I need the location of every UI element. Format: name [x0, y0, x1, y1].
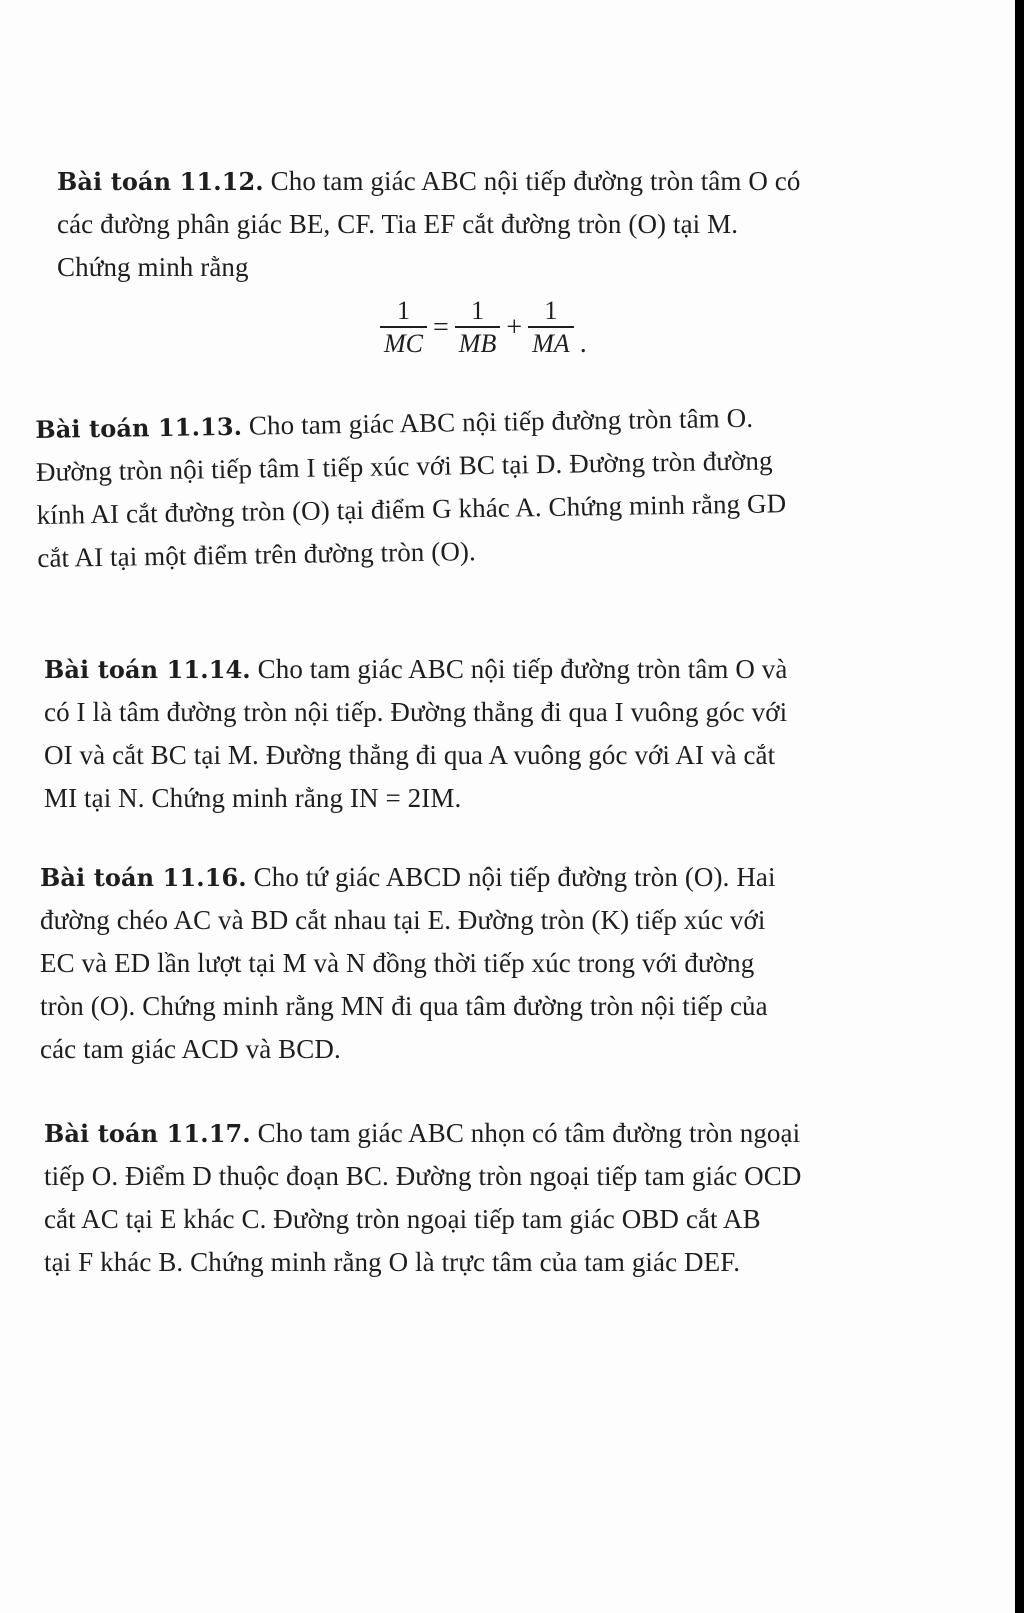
problem-line: cắt AI tại một điểm trên đường tròn (O).	[37, 536, 477, 573]
problem-line: tròn (O). Chứng minh rằng MN đi qua tâm đường tròn nội tiếp của	[40, 991, 768, 1021]
problem-line: Bài toán 11.13. Cho tam giác ABC nội tiếp đường tròn tâm O.	[35, 402, 754, 444]
problem-title: Bài toán 11.16.	[40, 863, 247, 892]
problem-line: OI và cắt BC tại M. Đường thẳng đi qua A vuông góc với AI và cắt	[44, 740, 776, 770]
problem-line: cắt AC tại E khác C. Đường tròn ngoại tiếp tam giác OBD cắt AB	[44, 1204, 761, 1234]
problem-11-16	[40, 856, 1024, 1071]
problem-line: Bài toán 11.17. Cho tam giác ABC nhọn có tâm đường tròn ngoại	[44, 1118, 801, 1148]
problem-11-14	[44, 648, 1024, 820]
fraction-lhs: $\frac{1}{MC}$	[380, 296, 427, 360]
problem-line: tiếp O. Điểm D thuộc đoạn BC. Đường tròn ngoại tiếp tam giác OCD	[44, 1161, 802, 1191]
problem-line: EC và ED lần lượt tại M và N đồng thời tiếp xúc trong với đường	[40, 948, 755, 978]
problem-line: đường chéo AC và BD cắt nhau tại E. Đường tròn (K) tiếp xúc với	[40, 905, 766, 935]
formula-period: .	[579, 328, 587, 359]
problem-line: Bài toán 11.12. Cho tam giác ABC nội tiếp đường tròn tâm O có	[57, 166, 801, 196]
problem-title: Bài toán 11.13.	[35, 411, 243, 444]
problem-line: kính AI cắt đường tròn (O) tại điểm G khác A. Chứng minh rằng GD	[36, 488, 787, 530]
problem-line: có I là tâm đường tròn nội tiếp. Đường thẳng đi qua I vuông góc với	[44, 697, 788, 727]
problem-title: Bài toán 11.12.	[57, 167, 264, 196]
fraction-term2: $\frac{1}{MA}$	[528, 296, 574, 360]
problem-title: Bài toán 11.14.	[44, 655, 251, 684]
problem-line: tại F khác B. Chứng minh rằng O là trực tâm của tam giác DEF.	[44, 1247, 741, 1277]
problem-title: Bài toán 11.17.	[44, 1119, 251, 1148]
fraction-term1: $\frac{1}{MB}$	[455, 296, 501, 360]
problem-line: Bài toán 11.14. Cho tam giác ABC nội tiếp đường tròn tâm O và	[44, 654, 788, 684]
equals-sign: =	[433, 312, 449, 343]
problem-line: các đường phân giác BE, CF. Tia EF cắt đường tròn (O) tại M.	[57, 209, 739, 239]
screen-edge-bar	[1015, 0, 1024, 1613]
problem-line: Đường tròn nội tiếp tâm I tiếp xúc với BC tại D. Đường tròn đường	[35, 445, 773, 487]
problem-11-13	[35, 392, 1024, 580]
plus-sign: +	[506, 312, 523, 343]
problem-11-17	[44, 1112, 1024, 1284]
problem-11-12	[57, 160, 1024, 289]
formula-11-12	[380, 296, 589, 360]
problem-line: các tam giác ACD và BCD.	[40, 1034, 341, 1064]
problem-line: MI tại N. Chứng minh rằng IN = 2IM.	[44, 783, 462, 813]
problem-line: Chứng minh rằng	[57, 252, 249, 282]
problem-line: Bài toán 11.16. Cho tứ giác ABCD nội tiếp đường tròn (O). Hai	[40, 862, 776, 892]
